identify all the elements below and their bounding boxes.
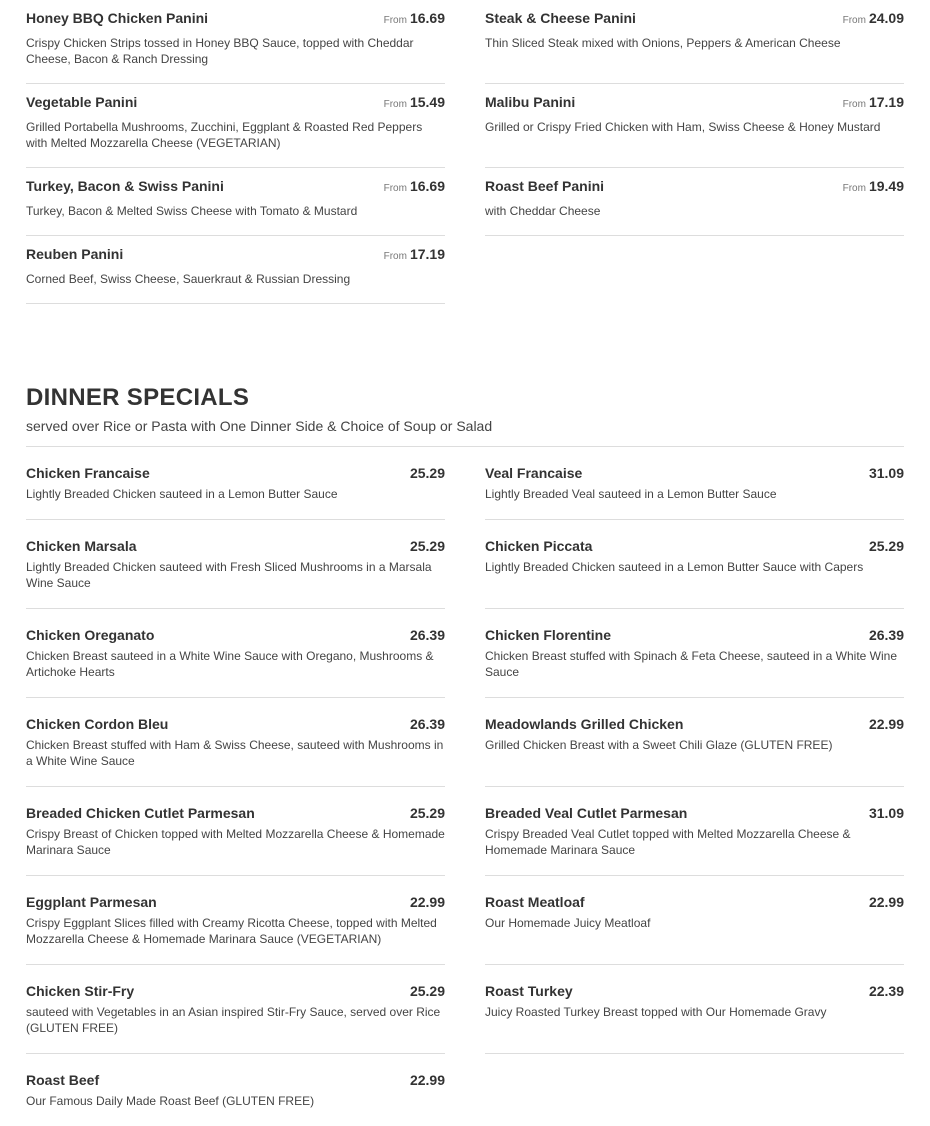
item-description: with Cheddar Cheese — [485, 204, 601, 218]
menu-item-breaded-chicken-cutlet-parmesan[interactable] — [26, 787, 445, 876]
menu-item-steak-cheese-panini[interactable] — [485, 0, 904, 84]
item-description: sauteed with Vegetables in an Asian inspired Stir-Fry Sauce, served over Rice (GLUTEN FREE) — [26, 1005, 441, 1035]
menu-item-turkey-bacon-swiss-panini[interactable] — [26, 168, 445, 236]
menu-item-vegetable-panini[interactable] — [26, 84, 445, 168]
item-name: Roast Beef — [26, 1072, 100, 1088]
item-description: Corned Beef, Swiss Cheese, Sauerkraut & Russian Dressing — [26, 272, 351, 286]
menu-item-chicken-oreganato[interactable] — [26, 609, 445, 698]
item-price: 22.99 — [868, 716, 904, 732]
item-description: Crispy Eggplant Slices filled with Creamy Ricotta Cheese, topped with Melted Mozzarella Cheese & Homemade Marinara Sauce (VEGETARIAN) — [26, 916, 437, 946]
item-price: 25.29 — [409, 465, 445, 481]
item-name: Chicken Cordon Bleu — [26, 716, 169, 732]
item-price-value: 24.09 — [868, 10, 904, 26]
item-price: 22.99 — [409, 1072, 445, 1088]
menu-item-honey-bbq-chicken-panini[interactable] — [26, 0, 445, 84]
item-description: Juicy Roasted Turkey Breast topped with Our Homemade Gravy — [485, 1005, 827, 1019]
dinner-column-left — [26, 447, 445, 1126]
item-price-value: 17.19 — [868, 94, 904, 110]
dinner-column-right — [485, 447, 904, 1054]
price-from-label: From — [383, 15, 407, 26]
dinner-specials-header — [26, 383, 904, 447]
menu-item-roast-turkey[interactable] — [485, 965, 904, 1054]
section-title: DINNER SPECIALS — [26, 384, 250, 411]
item-name: Malibu Panini — [485, 94, 576, 110]
item-name: Breaded Veal Cutlet Parmesan — [485, 805, 688, 821]
item-price — [843, 178, 904, 197]
item-description: Grilled Portabella Mushrooms, Zucchini, Eggplant & Roasted Red Peppers with Melted Mozzarella Cheese (VEGETARIAN) — [26, 120, 423, 150]
item-description: Thin Sliced Steak mixed with Onions, Peppers & American Cheese — [485, 36, 841, 50]
item-price: 25.29 — [409, 983, 445, 999]
menu-item-eggplant-parmesan[interactable] — [26, 876, 445, 965]
item-price — [384, 178, 445, 197]
item-price — [384, 94, 445, 113]
item-price: 25.29 — [868, 538, 904, 554]
item-name: Roast Meatloaf — [485, 894, 585, 910]
price-from-label: From — [842, 99, 866, 110]
price-from-label: From — [842, 183, 866, 194]
menu-item-breaded-veal-cutlet-parmesan[interactable] — [485, 787, 904, 876]
item-price-value: 17.19 — [409, 246, 445, 262]
item-price: 31.09 — [868, 465, 904, 481]
item-description: Chicken Breast stuffed with Spinach & Feta Cheese, sauteed in a White Wine Sauce — [485, 649, 897, 679]
item-price: 26.39 — [409, 716, 445, 732]
item-price-value: 15.49 — [409, 94, 445, 110]
item-price: 26.39 — [868, 627, 904, 643]
menu-item-reuben-panini[interactable] — [26, 236, 445, 304]
item-description: Our Homemade Juicy Meatloaf — [485, 916, 651, 930]
item-description: Turkey, Bacon & Melted Swiss Cheese with Tomato & Mustard — [26, 204, 358, 218]
item-description: Chicken Breast stuffed with Ham & Swiss Cheese, sauteed with Mushrooms in a White Wine Sauce — [26, 738, 444, 768]
item-name: Chicken Stir-Fry — [26, 983, 135, 999]
menu-item-veal-francaise[interactable] — [485, 447, 904, 520]
item-description: Grilled Chicken Breast with a Sweet Chili Glaze (GLUTEN FREE) — [485, 738, 833, 752]
section-subtitle: served over Rice or Pasta with One Dinner Side & Choice of Soup or Salad — [26, 418, 493, 434]
item-name: Turkey, Bacon & Swiss Panini — [26, 178, 224, 194]
item-description: Grilled or Crispy Fried Chicken with Ham, Swiss Cheese & Honey Mustard — [485, 120, 881, 134]
item-price: 26.39 — [409, 627, 445, 643]
item-price — [843, 94, 904, 113]
item-description: Crispy Chicken Strips tossed in Honey BBQ Sauce, topped with Cheddar Cheese, Bacon & Ranch Dressing — [26, 36, 414, 66]
item-description: Chicken Breast sauteed in a White Wine Sauce with Oregano, Mushrooms & Artichoke Hearts — [26, 649, 434, 679]
item-price: 25.29 — [409, 805, 445, 821]
item-name: Chicken Marsala — [26, 538, 137, 554]
item-name: Honey BBQ Chicken Panini — [26, 10, 209, 26]
price-from-label: From — [383, 251, 407, 262]
menu-item-chicken-florentine[interactable] — [485, 609, 904, 698]
menu-item-chicken-francaise[interactable] — [26, 447, 445, 520]
item-name: Roast Beef Panini — [485, 178, 605, 194]
item-price — [843, 10, 904, 29]
item-name: Chicken Oreganato — [26, 627, 155, 643]
price-from-label: From — [383, 183, 407, 194]
item-price: 22.99 — [409, 894, 445, 910]
item-name: Eggplant Parmesan — [26, 894, 157, 910]
menu-item-roast-beef-panini[interactable] — [485, 168, 904, 236]
item-name: Chicken Piccata — [485, 538, 593, 554]
item-price-value: 19.49 — [868, 178, 904, 194]
item-description: Lightly Breaded Chicken sauteed with Fresh Sliced Mushrooms in a Marsala Wine Sauce — [26, 560, 432, 590]
item-description: Lightly Breaded Chicken sauteed in a Lemon Butter Sauce — [26, 487, 338, 501]
item-price: 25.29 — [409, 538, 445, 554]
menu-item-roast-meatloaf[interactable] — [485, 876, 904, 965]
menu-item-chicken-cordon-bleu[interactable] — [26, 698, 445, 787]
menu-item-malibu-panini[interactable] — [485, 84, 904, 168]
price-from-label: From — [383, 99, 407, 110]
menu-item-chicken-marsala[interactable] — [26, 520, 445, 609]
menu-item-chicken-stir-fry[interactable] — [26, 965, 445, 1054]
item-name: Steak & Cheese Panini — [485, 10, 636, 26]
item-price — [384, 10, 445, 29]
item-price: 22.99 — [868, 894, 904, 910]
item-description: Crispy Breaded Veal Cutlet topped with Melted Mozzarella Cheese & Homemade Marinara Sauce — [485, 827, 851, 857]
item-price: 22.39 — [868, 983, 904, 999]
item-price: 31.09 — [868, 805, 904, 821]
item-description: Crispy Breast of Chicken topped with Melted Mozzarella Cheese & Homemade Marinara Sauce — [26, 827, 445, 857]
item-description: Lightly Breaded Chicken sauteed in a Lemon Butter Sauce with Capers — [485, 560, 864, 574]
item-name: Reuben Panini — [26, 246, 124, 262]
item-description: Our Famous Daily Made Roast Beef (GLUTEN FREE) — [26, 1094, 315, 1108]
panini-column-left — [26, 0, 445, 304]
item-name: Chicken Francaise — [26, 465, 150, 481]
item-name: Veal Francaise — [485, 465, 583, 481]
menu-item-chicken-piccata[interactable] — [485, 520, 904, 609]
item-name: Meadowlands Grilled Chicken — [485, 716, 684, 732]
item-price — [384, 246, 445, 265]
item-description: Lightly Breaded Veal sauteed in a Lemon Butter Sauce — [485, 487, 777, 501]
item-name: Vegetable Panini — [26, 94, 138, 110]
item-name: Breaded Chicken Cutlet Parmesan — [26, 805, 255, 821]
panini-column-right — [485, 0, 904, 236]
menu-item-meadowlands-grilled-chicken[interactable] — [485, 698, 904, 787]
menu-item-roast-beef[interactable] — [26, 1054, 445, 1126]
item-name: Roast Turkey — [485, 983, 573, 999]
item-name: Chicken Florentine — [485, 627, 612, 643]
price-from-label: From — [842, 15, 866, 26]
item-price-value: 16.69 — [409, 10, 445, 26]
item-price-value: 16.69 — [409, 178, 445, 194]
